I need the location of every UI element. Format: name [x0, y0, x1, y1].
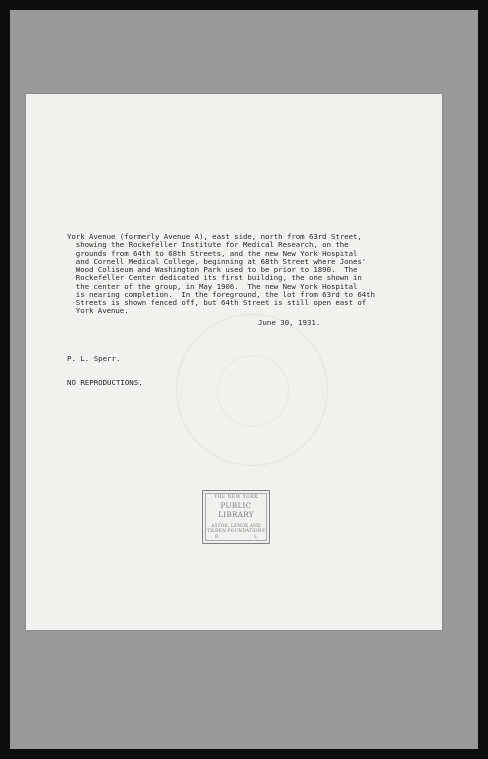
stamp-line-5	[203, 535, 269, 540]
caption-date: June 30, 1931.	[258, 318, 321, 327]
stamp-mark-right: L	[254, 535, 257, 540]
stamp-line-3: ASTOR, LENOX AND	[211, 524, 261, 529]
photo-caption	[67, 233, 375, 316]
photographer-credit: P. L. Sperr.	[67, 353, 121, 363]
credit-block	[67, 338, 143, 404]
stamp-line-4: TILDEN FOUNDATIONS	[207, 529, 265, 534]
stamp-mark-left: R	[215, 535, 219, 540]
faint-seal-watermark	[176, 314, 328, 466]
caption-line: York Avenue (formerly Avenue A), east side, north from 63rd Street,	[67, 232, 362, 241]
caption-line: the center of the group, in May 1906. The new New York Hospital	[67, 281, 358, 291]
caption-line: showing the Rockefeller Institute for Medical Research, on the	[67, 240, 349, 250]
caption-line: and Cornell Medical College, beginning at 68th Street where Jones'	[67, 256, 367, 266]
caption-line: York Avenue.	[67, 306, 129, 316]
caption-line: Wood Coliseum and Washington Park used to be prior to 1890. The	[67, 265, 358, 274]
caption-line: is nearing completion. In the foreground, the lot from 63rd to 64th	[67, 289, 375, 299]
caption-line: Rockefeller Center dedicated its first building, the one shown in	[67, 273, 362, 283]
reproduction-notice: NO REPRODUCTIONS.	[67, 378, 143, 388]
stamp-line-1: THE NEW YORK	[214, 495, 258, 500]
library-stamp	[202, 490, 270, 544]
stamp-line-2: PUBLIC LIBRARY	[218, 501, 254, 519]
caption-line: Streets is shown fenced off, but 64th Street is still open east of	[67, 298, 367, 307]
document-page	[26, 94, 442, 630]
caption-line: grounds from 64th to 68th Streets, and the new New York Hospital	[67, 248, 358, 258]
